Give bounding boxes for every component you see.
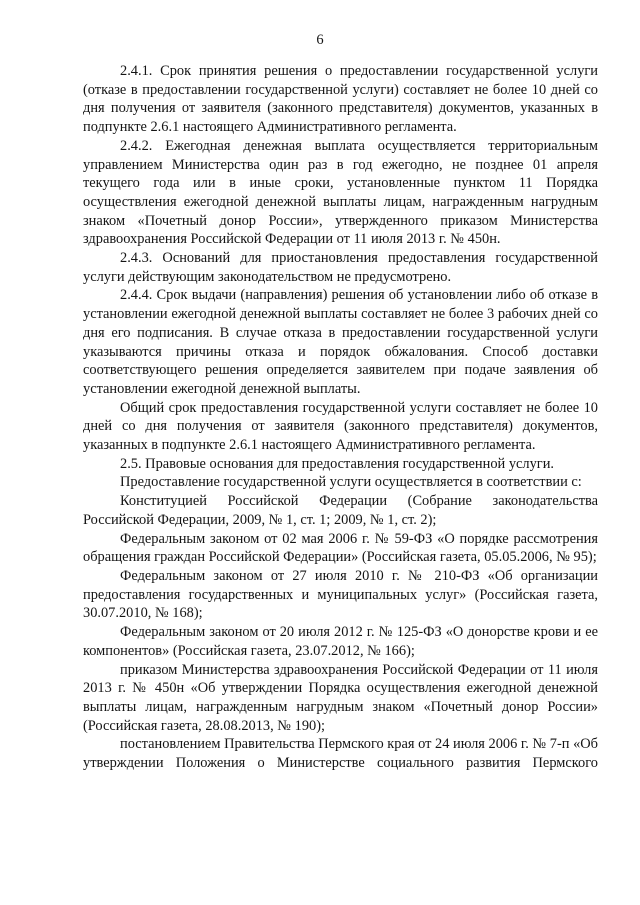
paragraph-2-4-4: 2.4.4. Срок выдачи (направления) решения об установлении либо об отказе в установлении ежегодной денежной выплаты составляет не более 3 рабочих дней со дня его подписания. В случае отказа в предоставлении государственной услуги указываются причины отказа и порядок обжалования. Способ доставки соответствующего решения определяется заявителем при подаче заявления об установлении ежегодной денежной выплаты.: [83, 287, 598, 397]
paragraph-legal-basis-intro: Предоставление государственной услуги осуществляется в соответствии с:: [120, 474, 582, 491]
list-item-order-450n: приказом Министерства здравоохранения Российской Федерации от 11 июля 2013 г. № 450н «Об утверждении Порядка осуществления ежегодной денежной выплаты лицам, награжденным нагрудным знаком «Почетный донор России» (Российская газета, 28.08.2013, № 190);: [83, 661, 598, 734]
document-body: [83, 62, 598, 773]
paragraph-total-term: Общий срок предоставления государственной услуги составляет не более 10 дней со дня получения от заявителя (законного представителя) документов, указанных в подпункте 2.6.1 настоящего Административного регламента.: [83, 399, 598, 454]
paragraph-2-4-3: 2.4.3. Оснований для приостановления предоставления государственной услуги действующим законодательством не предусмотрено.: [83, 250, 598, 285]
paragraph-2-4-1: 2.4.1. Срок принятия решения о предоставлении государственной услуги (отказе в предоставлении государственной услуги) составляет не более 10 дней со дня получения от заявителя (законного представителя) документов, указанных в подпункте 2.6.1 настоящего Административного регламента.: [83, 63, 598, 136]
list-item-resolution-7p: постановлением Правительства Пермского края от 24 июля 2006 г. № 7-п «Об утверждении Положения о Министерстве социального развития Пермского: [83, 736, 598, 772]
list-item-law-59-fz: Федеральным законом от 02 мая 2006 г. № 59-ФЗ «О порядке рассмотрения обращения граждан Российской Федерации» (Российская газета, 05.05.2006, № 95);: [83, 530, 598, 566]
list-item-law-210-fz: Федеральным законом от 27 июля 2010 г. № 210-ФЗ «Об организации предоставления государственных и муниципальных услуг» (Российская газета, 30.07.2010, № 168);: [83, 567, 598, 622]
list-item-constitution: Конституцией Российской Федерации (Собрание законодательства Российской Федерации, 2009, № 1, ст. 1; 2009, № 1, ст. 2);: [83, 493, 598, 528]
paragraph-2-5-heading: 2.5. Правовые основания для предоставления государственной услуги.: [120, 455, 554, 472]
list-item-law-125-fz: Федеральным законом от 20 июля 2012 г. № 125-ФЗ «О донорстве крови и ее компонентов» (Российская газета, 23.07.2012, № 166);: [83, 624, 598, 659]
paragraph-2-4-2: 2.4.2. Ежегодная денежная выплата осуществляется территориальным управлением Министерства один раз в год ежегодно, не позднее 01 апреля текущего года или в иные сроки, установленные пунктом 11 Порядка осуществления ежегодной денежной выплаты лицам, награжденным нагрудным знаком «Почетный донор России», утвержденного приказом Министерства здравоохранения Российской Федерации от 11 июля 2013 г. № 450н.: [83, 137, 598, 248]
page-number: 6: [316, 32, 324, 48]
